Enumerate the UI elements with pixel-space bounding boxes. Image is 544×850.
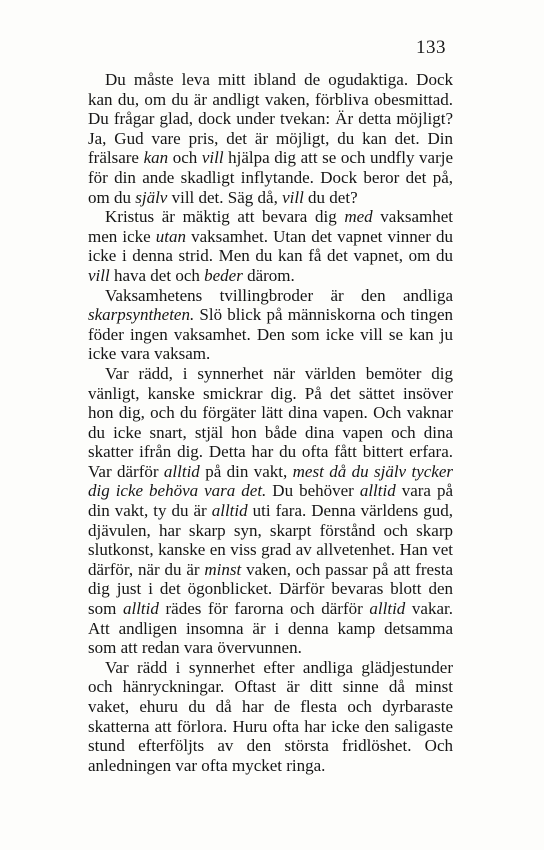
emphasized-text: kan (143, 148, 169, 168)
emphasized-text: minst (204, 559, 242, 579)
body-text (88, 70, 453, 775)
text-run: Du måste leva mitt ibland de ogudaktiga. Dock kan du, om du är andligt vaken, förbliva obesmittad. Du frågar glad, dock under tvekan: Är detta möjligt? Ja, Gud vare pris, det är möjligt, du kan det. Din frälsare (88, 70, 453, 168)
text-run: rädes för farorna och därför (158, 599, 370, 619)
emphasized-text: alltid (122, 599, 159, 619)
emphasized-text: vill (201, 148, 224, 168)
emphasized-text: utan (155, 226, 186, 246)
text-run: och (168, 148, 202, 168)
paragraph (88, 658, 453, 776)
emphasized-text: vill (88, 265, 110, 285)
emphasized-text: alltid (359, 481, 396, 501)
text-run: därom. (242, 265, 295, 285)
text-run: uti fara. Denna världens gud, djävulen, har skarp syn, skarpt förstånd och skarp slutkonst, kanske en viss grad av allvetenhet. Han vet därför, när du är (88, 501, 453, 579)
emphasized-text: alltid (163, 461, 200, 481)
emphasized-text: alltid (211, 501, 248, 521)
text-run: Slö blick på människorna och tingen föder ingen vaksamhet. Den som icke vill se kan ju icke vara vaksam. (88, 305, 453, 364)
text-run: vaksamhet. Utan det vapnet vinner du icke i denna strid. Men du kan få det vapnet, om du (88, 226, 453, 266)
paragraph (88, 207, 453, 285)
emphasized-text: vill (282, 187, 304, 207)
text-run: Du behöver (266, 481, 360, 501)
text-run: vara på din vakt, ty du är (88, 481, 453, 521)
text-run: Var rädd, i synnerhet när världen bemöter dig vänligt, kanske smickrar dig. På det sättet insöver hon dig, och du förgäter lätt dina vapen. Och vaknar du icke snart, stjäl hon både dina vapen och dina skatter ifrån dig. Detta har du ofta fått bittert erfara. Var därför (88, 363, 453, 481)
paragraph (88, 286, 453, 364)
text-run: vaksamhet men icke (88, 207, 453, 246)
page-number: 133 (416, 37, 446, 58)
text-run: vill det. Säg då, (167, 187, 283, 207)
emphasized-text: själv (135, 187, 168, 207)
emphasized-text: mest då du själv tycker dig icke behöva vara det. (88, 461, 453, 501)
text-run: hjälpa dig att se och undfly varje för din ande skadligt inflytande. Dock beror det på, om du (88, 148, 454, 207)
paragraph (88, 70, 453, 207)
emphasized-text: skarpsyntheten. (88, 305, 195, 325)
text-run: vaken, och passar på att fresta dig just i det ögonblicket. Därför bevaras blott den som (88, 559, 453, 619)
paragraph (88, 364, 453, 658)
emphasized-text: alltid (369, 599, 406, 619)
text-run: du det? (303, 187, 358, 207)
emphasized-text: beder (204, 265, 243, 285)
text-run: Var rädd i synnerhet efter andliga glädjestunder och hänryckningar. Oftast är ditt sinne då minst vaket, ehuru du då har de flesta och dyrbaraste skatterna att förlora. Huru ofta har icke den saligaste stund efterföljts av den största fridlöshet. Och anledningen var ofta mycket ringa. (88, 657, 453, 775)
emphasized-text: med (344, 207, 373, 227)
text-run: vakar. Att andligen insomna är i denna kamp detsamma som att redan vara övervunnen. (88, 599, 453, 658)
text-run: Vaksamhetens tvillingbroder är den andliga (105, 285, 453, 305)
text-run: hava det och (109, 265, 205, 285)
text-run: på din vakt, (199, 461, 293, 481)
text-run: Kristus är mäktig att bevara dig (105, 207, 345, 227)
